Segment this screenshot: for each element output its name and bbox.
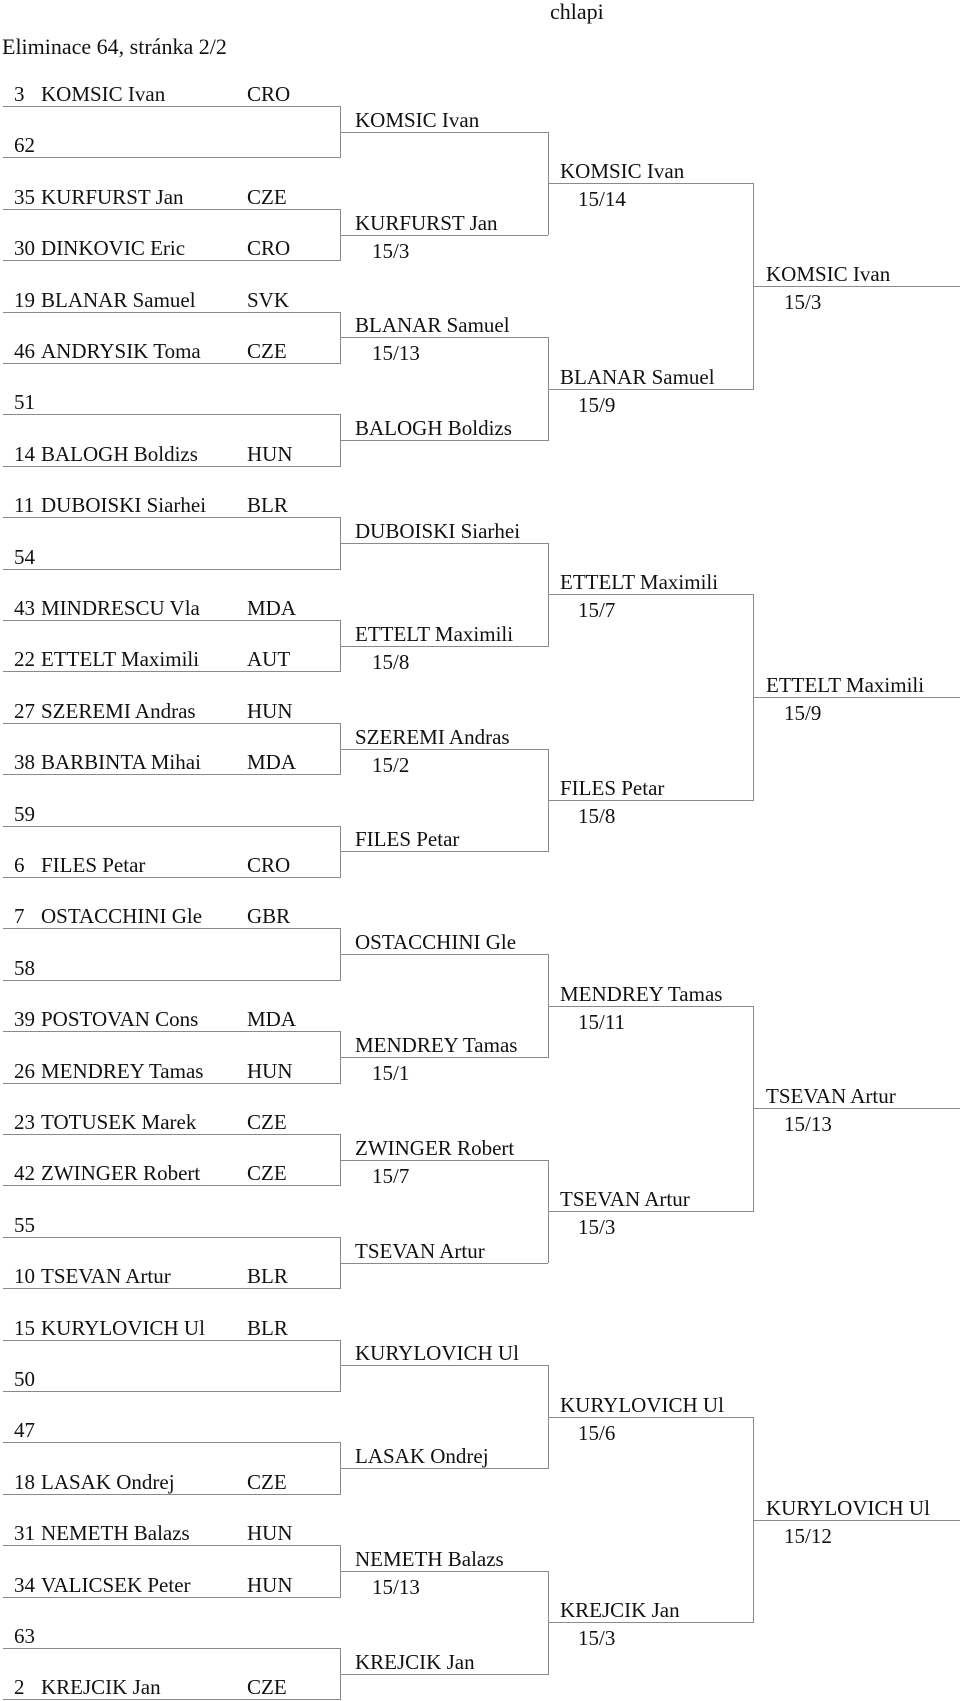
bracket-line [548,800,753,801]
winner-name: KURYLOVICH Ul [355,1341,519,1366]
bracket-line [548,1211,753,1212]
entry-country: CZE [247,184,287,209]
entry-underline [3,928,340,929]
entry-seed: 51 [14,390,35,415]
winner-name: KOMSIC Ivan [560,159,685,184]
entry-underline [3,517,340,518]
match-score: 15/3 [578,1215,616,1240]
bracket-line [340,1571,548,1572]
entry-underline [3,1083,340,1084]
entry-name: ZWINGER Robert [41,1161,201,1186]
match-score: 15/3 [578,1626,616,1651]
entry-seed: 47 [14,1418,35,1443]
entry-underline [3,1340,340,1341]
entry-seed: 22 [14,647,35,672]
entry-name: MENDREY Tamas [41,1058,204,1083]
winner-name: NEMETH Balazs [355,1546,504,1571]
match-score: 15/13 [784,1112,832,1137]
entry-underline [3,157,340,158]
bracket-line [340,749,548,750]
entry-underline [3,620,340,621]
entry-underline [3,671,340,672]
winner-name: ETTELT Maximili [355,621,514,646]
match-score: 15/7 [578,598,616,623]
entry-underline [3,1031,340,1032]
entry-country: CZE [247,339,287,363]
entry-name: BALOGH Boldizs [41,441,198,466]
entry-underline [3,466,340,467]
entry-country: BLR [247,1264,288,1289]
entry-seed: 34 [14,1572,35,1597]
bracket-line [340,1263,548,1264]
bracket-line [340,1057,548,1058]
entry-name: BLANAR Samuel [41,287,196,312]
entry-underline [3,1442,340,1443]
entry-seed: 50 [14,1367,35,1391]
bracket-line [340,1365,548,1366]
entry-seed: 54 [14,544,35,569]
winner-name: ETTELT Maximili [560,570,719,595]
entry-underline [3,312,340,313]
bracket-line [753,286,960,287]
winner-name: MENDREY Tamas [560,981,723,1006]
entry-underline [3,877,340,878]
entry-country: MDA [247,750,297,775]
entry-seed: 43 [14,596,35,620]
entry-name: KURFURST Jan [41,184,184,209]
entry-underline [3,1597,340,1598]
entry-underline [3,363,340,364]
bracket-line [548,389,753,390]
entry-country: CZE [247,1469,287,1494]
entry-underline [3,1699,340,1700]
winner-name: TSEVAN Artur [355,1238,485,1263]
entry-country: HUN [247,441,293,466]
entry-seed: 19 [14,287,35,312]
winner-name: TSEVAN Artur [560,1187,690,1212]
entry-country: HUN [247,1058,293,1083]
winner-name: SZEREMI Andras [355,724,510,749]
entry-name: OSTACCHINI Gle [41,904,203,929]
entry-seed: 55 [14,1212,35,1237]
match-score: 15/13 [372,341,420,366]
entry-country: MDA [247,596,297,620]
bracket-line [548,1622,753,1623]
entry-name: NEMETH Balazs [41,1521,190,1546]
entry-seed: 38 [14,750,35,775]
winner-name: BALOGH Boldizs [355,416,512,441]
match-score: 15/3 [784,289,822,314]
entry-seed: 59 [14,801,35,826]
entry-seed: 15 [14,1315,35,1340]
match-score: 15/9 [784,701,822,726]
winner-name: FILES Petar [355,827,460,852]
winner-name: KREJCIK Jan [355,1649,475,1674]
entry-seed: 26 [14,1058,35,1083]
entry-name: DUBOISKI Siarhei [41,493,207,518]
entry-seed: 39 [14,1007,35,1032]
winner-name: KURYLOVICH Ul [560,1392,724,1417]
entry-seed: 42 [14,1161,35,1186]
entry-country: BLR [247,493,288,518]
entry-underline [3,414,340,415]
entry-country: CZE [247,1161,287,1186]
winner-name: KREJCIK Jan [560,1598,680,1623]
entry-seed: 11 [14,493,35,518]
entry-name: KREJCIK Jan [41,1675,161,1700]
bracket-line [340,235,548,236]
page-subtitle: Eliminace 64, stránka 2/2 [2,34,227,59]
bracket-line [753,1520,960,1521]
winner-name: FILES Petar [560,775,665,800]
match-score: 15/7 [372,1163,410,1188]
entry-seed: 2 [14,1675,25,1700]
entry-seed: 46 [14,339,35,363]
entry-name: POSTOVAN Cons [41,1007,199,1032]
bracket-line [340,954,548,955]
entry-seed: 23 [14,1110,35,1134]
winner-name: ZWINGER Robert [355,1135,515,1160]
entry-name: TOTUSEK Marek [41,1110,197,1134]
entry-country: BLR [247,1315,288,1340]
match-score: 15/2 [372,752,410,777]
winner-name: KOMSIC Ivan [355,107,480,132]
entry-name: KURYLOVICH Ul [41,1315,205,1340]
entry-country: CRO [247,82,291,106]
entry-seed: 18 [14,1469,35,1494]
entry-country: CZE [247,1675,287,1700]
entry-name: ETTELT Maximili [41,647,200,672]
entry-underline [3,260,340,261]
winner-name: KURFURST Jan [355,210,498,235]
winner-name: MENDREY Tamas [355,1032,518,1057]
entry-name: TSEVAN Artur [41,1264,171,1289]
entry-name: SZEREMI Andras [41,698,196,723]
entry-name: KOMSIC Ivan [41,82,166,106]
entry-underline [3,1134,340,1135]
entry-seed: 30 [14,236,35,261]
winner-name: TSEVAN Artur [766,1084,896,1109]
entry-name: FILES Petar [41,853,146,877]
match-score: 15/11 [578,1009,626,1034]
entry-seed: 27 [14,698,35,723]
entry-seed: 3 [14,82,25,106]
page-title: chlapi [550,0,604,24]
bracket-line [548,594,753,595]
match-score: 15/3 [372,238,410,263]
match-score: 15/12 [784,1523,832,1548]
entry-underline [3,826,340,827]
bracket-line [340,440,548,441]
entry-seed: 35 [14,184,35,209]
match-score: 15/8 [372,649,410,674]
entry-country: CRO [247,853,291,877]
entry-seed: 7 [14,904,25,929]
bracket-line [340,132,548,133]
entry-name: VALICSEK Peter [41,1572,191,1597]
entry-underline [3,723,340,724]
winner-name: KOMSIC Ivan [766,261,891,286]
winner-name: BLANAR Samuel [355,313,510,338]
bracket-line [548,183,753,184]
match-score: 15/1 [372,1060,410,1085]
entry-underline [3,209,340,210]
entry-seed: 14 [14,441,35,466]
winner-name: BLANAR Samuel [560,364,715,389]
match-score: 15/9 [578,392,616,417]
bracket-line [548,1417,753,1418]
bracket-line [340,646,548,647]
bracket-line [340,851,548,852]
entry-country: HUN [247,1572,293,1597]
entry-country: AUT [247,647,291,672]
bracket-line [753,1108,960,1109]
entry-country: CZE [247,1110,287,1134]
entry-underline [3,1648,340,1649]
entry-country: CRO [247,236,291,261]
entry-seed: 58 [14,955,35,980]
entry-underline [3,774,340,775]
entry-underline [3,1494,340,1495]
entry-name: LASAK Ondrej [41,1469,175,1494]
entry-seed: 10 [14,1264,35,1289]
bracket-line [340,337,548,338]
entry-country: MDA [247,1007,297,1032]
bracket-line [340,543,548,544]
entry-name: ANDRYSIK Toma [41,339,201,363]
bracket-line [340,1674,548,1675]
entry-name: MINDRESCU Vla [41,596,200,620]
entry-country: GBR [247,904,291,929]
entry-seed: 62 [14,133,35,158]
bracket-line [548,1006,753,1007]
entry-underline [3,1237,340,1238]
entry-country: HUN [247,1521,293,1546]
match-score: 15/14 [578,187,626,212]
match-score: 15/6 [578,1420,616,1445]
entry-seed: 31 [14,1521,35,1546]
entry-seed: 6 [14,853,25,877]
entry-underline [3,980,340,981]
winner-name: ETTELT Maximili [766,673,925,698]
bracket-line [753,697,960,698]
entry-underline [3,569,340,570]
entry-underline [3,1391,340,1392]
entry-seed: 63 [14,1624,35,1648]
winner-name: LASAK Ondrej [355,1444,489,1469]
match-score: 15/8 [578,803,616,828]
entry-name: DINKOVIC Eric [41,236,186,261]
winner-name: KURYLOVICH Ul [766,1495,930,1520]
entry-country: SVK [247,287,290,312]
match-score: 15/13 [372,1574,420,1599]
entry-underline [3,1545,340,1546]
entry-underline [3,1185,340,1186]
entry-name: BARBINTA Mihai [41,750,201,775]
entry-underline [3,106,340,107]
entry-underline [3,1288,340,1289]
winner-name: OSTACCHINI Gle [355,930,517,955]
bracket-line [340,1468,548,1469]
bracket-line [340,1160,548,1161]
entry-country: HUN [247,698,293,723]
winner-name: DUBOISKI Siarhei [355,518,521,543]
